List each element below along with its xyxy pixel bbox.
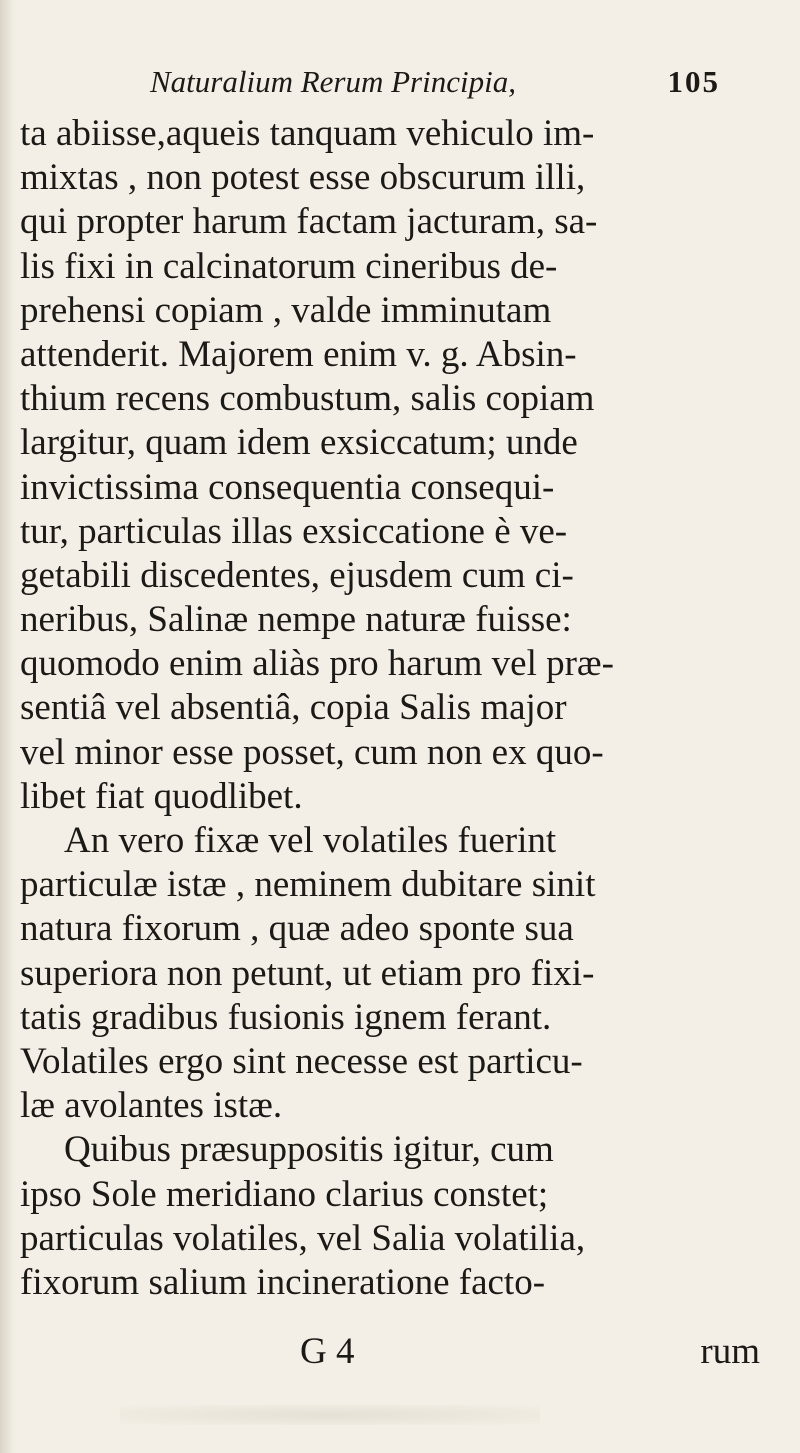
text-line: neribus, Salinæ nempe naturæ fuisse: <box>20 599 572 641</box>
text-line: sentiâ vel absentiâ, copia Salis major <box>20 687 567 729</box>
body-text <box>20 112 760 1305</box>
text-line: natura fixorum , quæ adeo sponte sua <box>20 908 574 950</box>
running-title: Naturalium Rerum Principia, <box>150 64 516 99</box>
text-line: quomodo enim aliàs pro harum vel præ- <box>20 643 614 685</box>
text-line: ipso Sole meridiano clarius constet; <box>20 1173 549 1215</box>
text-line: mixtas , non potest esse obscurum illi, <box>20 157 586 199</box>
text-line: qui propter harum factam jacturam, sa- <box>20 201 598 243</box>
catchword: rum <box>700 1331 760 1372</box>
text-line: prehensi copiam , valde imminutam <box>20 289 552 331</box>
paper-stain <box>120 1405 540 1425</box>
text-line: vel minor esse posset, cum non ex quo- <box>20 731 604 773</box>
text-line: tatis gradibus fusionis ignem ferant. <box>20 996 552 1038</box>
text-line: thium recens combustum, salis copiam <box>20 378 595 420</box>
text-line: particulæ istæ , neminem dubitare sinit <box>20 864 596 906</box>
text-line: attenderit. Majorem enim v. g. Absin- <box>20 333 577 375</box>
page-number: 105 <box>667 64 720 99</box>
signature-mark: G 4 <box>300 1331 355 1372</box>
text-line: fixorum salium incineratione facto- <box>20 1261 546 1303</box>
text-line: ta abiisse,aqueis tanquam vehiculo im- <box>20 113 595 154</box>
text-line: invictissima consequentia consequi- <box>20 466 555 508</box>
page-footer <box>20 1330 760 1374</box>
text-line: lis fixi in calcinatorum cineribus de- <box>20 245 558 287</box>
text-line: getabili discedentes, ejusdem cum ci- <box>20 554 574 596</box>
text-line: Quibus præsuppositis igitur, cum <box>64 1129 554 1171</box>
text-line: largitur, quam idem exsiccatum; unde <box>20 422 578 464</box>
text-line: An vero fixæ vel volatiles fuerint <box>64 820 557 861</box>
page-gutter-shadow <box>0 0 14 1453</box>
text-line: particulas volatiles, vel Salia volatilia, <box>20 1217 586 1259</box>
text-line: superiora non petunt, ut etiam pro fixi- <box>20 952 595 994</box>
text-line: Volatiles ergo sint necesse est particu- <box>20 1040 583 1082</box>
text-line: tur, particulas illas exsiccatione è ve- <box>20 510 568 552</box>
text-line: libet fiat quodlibet. <box>20 775 303 817</box>
text-line: læ avolantes istæ. <box>20 1085 283 1127</box>
